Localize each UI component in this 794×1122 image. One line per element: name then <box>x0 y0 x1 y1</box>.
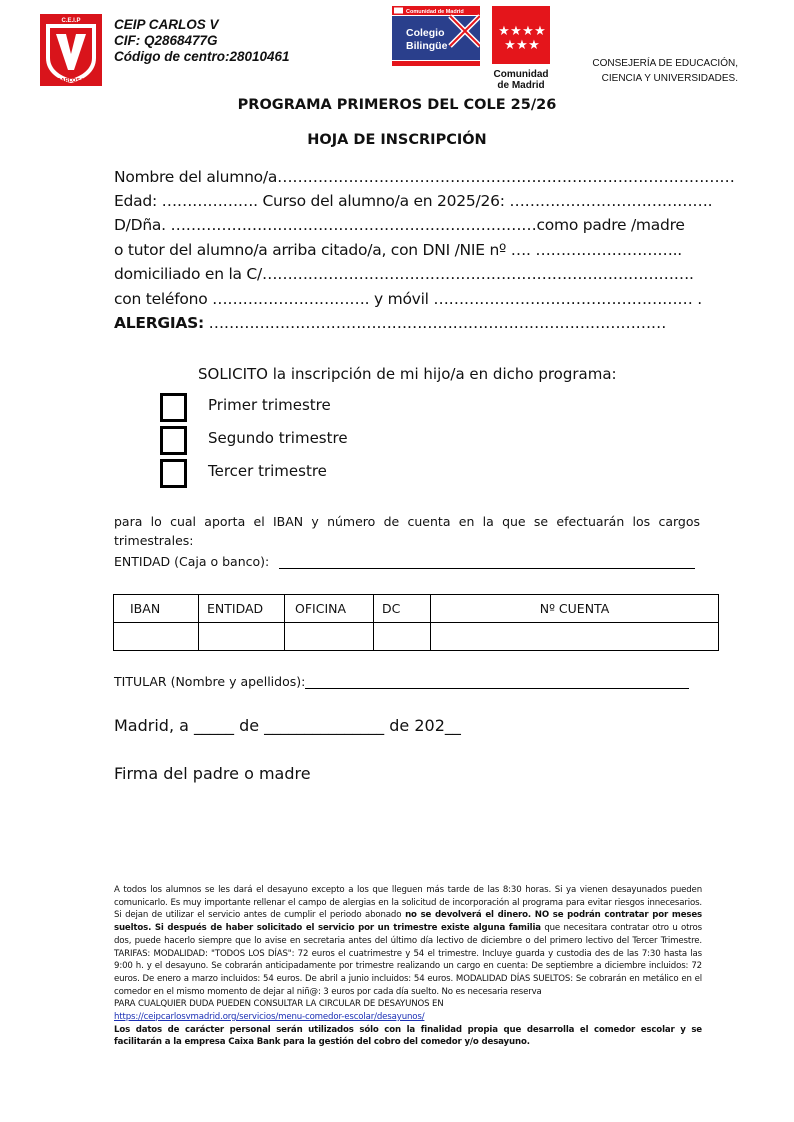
dc-cell[interactable] <box>374 623 431 651</box>
checkbox-third-term[interactable] <box>160 459 187 488</box>
school-cif: CIF: Q2868477G <box>114 33 218 48</box>
colegio-bilingue-logo <box>392 6 480 66</box>
titular-underline[interactable] <box>305 674 689 689</box>
titular-field[interactable] <box>114 674 689 689</box>
cuenta-cell[interactable] <box>431 623 719 651</box>
checkbox-first-term[interactable] <box>160 393 187 422</box>
cm-label-1: Comunidad <box>493 69 549 80</box>
col-cuenta: Nº CUENTA <box>431 595 719 623</box>
place-date-line: Madrid, a _____ de _______________ de 202__ <box>114 716 461 735</box>
form-line-dni: o tutor del alumno/a arriba citado/a, con DNI /NIE nº …. ……………………….. <box>114 241 682 259</box>
entidad-label: ENTIDAD (Caja o banco): <box>114 554 270 569</box>
allergies-dots: ……………………………………………………………………………… <box>204 314 667 332</box>
footnote-text-1: A todos los alumnos se les dará el desayuno excepto a los que lleguen más tarde de las 8:30 horas. Si ya vienen desayunados pueden comunicarlo. Es muy importante rellenar el campo de alergias en la solicitud de incorporación al programa para evitar riesgos innecesarios. Si dejan de utilizar el servicio antes de cumplir el periodo abonado <box>114 885 702 921</box>
svg-text:★: ★ <box>528 38 540 53</box>
oficina-cell[interactable] <box>285 623 374 651</box>
svg-text:★: ★ <box>498 24 510 39</box>
school-name: CEIP CARLOS V <box>114 17 219 32</box>
logo-top-text: C.E.I.P <box>61 18 81 24</box>
footnote-consult: PARA CUALQUIER DUDA PUEDEN CONSULTAR LA CIRCULAR DE DESAYUNOS EN <box>114 999 444 1010</box>
table-header-row <box>114 595 719 623</box>
cm-label-2: de Madrid <box>497 80 545 90</box>
allergies-label: ALERGIAS: <box>114 314 204 332</box>
privacy-notice: Los datos de carácter personal serán utilizados sólo con la finalidad propia que desarrolla el comedor escolar y se facilitarán a la empresa Caixa Bank para la gestión del cobro del comedor y/o desayuno. <box>114 1024 702 1048</box>
entidad-cell[interactable] <box>199 623 285 651</box>
option-label: Primer trimestre <box>208 396 331 414</box>
signature-label: Firma del padre o madre <box>114 764 311 783</box>
svg-text:★: ★ <box>510 24 522 39</box>
school-center-code: Código de centro:28010461 <box>114 49 290 64</box>
sheet-title: HOJA DE INSCRIPCIÓN <box>307 132 487 148</box>
program-title: PROGRAMA PRIMEROS DEL COLE 25/26 <box>237 97 557 113</box>
col-oficina: OFICINA <box>285 595 374 623</box>
option-label: Segundo trimestre <box>208 429 348 447</box>
logo-bottom-text: CARLOS V <box>56 78 86 84</box>
form-line-phone: con teléfono …………………………. y móvil …………………………………………… . <box>114 290 702 308</box>
consejeria-line-1: CONSEJERÍA DE EDUCACIÓN, <box>592 58 738 69</box>
iban-cell[interactable] <box>114 623 199 651</box>
form-line-parent: D/Dña. ………………………………………………………………como padre /madre <box>114 216 685 234</box>
form-line-name: Nombre del alumno/a……………………………………………………………………………… <box>114 168 735 186</box>
bilingue-label-2: Bilingüe <box>406 40 448 52</box>
table-input-row <box>114 623 719 651</box>
col-entidad: ENTIDAD <box>199 595 285 623</box>
form-line-age-course: Edad: ………………. Curso del alumno/a en 2025/26: …………………………………. <box>114 192 713 210</box>
form-line-allergies <box>114 314 666 332</box>
svg-text:★: ★ <box>534 24 546 39</box>
form-line-address: domiciliado en la C/…………………………………………………………………………. <box>114 265 694 283</box>
consejeria-label <box>560 56 738 86</box>
checkbox-second-term[interactable] <box>160 426 187 455</box>
bilingue-label-1: Colegio <box>406 27 445 39</box>
entidad-underline[interactable] <box>279 554 695 569</box>
comunidad-madrid-logo <box>492 6 550 90</box>
consejeria-line-2: CIENCIA Y UNIVERSIDADES. <box>601 73 738 84</box>
footnote-text-2: que necesitara contratar otro u otros dos, puede hacerlo siempre que lo avise en secretaria antes del último día lectivo de diciembre o del primero lectivo del Tercer Trimestre. TARIFAS: MODALIDAD: "TODOS LOS DÍAS": 72 euros el cuatrimestre y 54 el trimestre. Incluye guarda y custodia des de las 7:30 hasta las 9:00 h. y el desayuno. Se cobrarán anticipadamente por trimestre realizando un cargo en cuenta: De septiembre a diciembre incluidos: 72 euros. De enero a marzo incluidos: 54 euros. De abril a junio incluidos: 54 euros. MODALIDAD DÍAS SUELTOS: Se cobrarán en metálico en el comedor en el mismo momento de dejar al niñ@: 3 euros por cada día suelto. No es necesaria reserva <box>114 923 702 997</box>
titular-label: TITULAR (Nombre y apellidos): <box>114 674 306 689</box>
desayunos-link[interactable]: https://ceipcarlosvmadrid.org/servicios/menu-comedor-escolar/desayunos/ <box>114 1012 425 1023</box>
footnote-bold-1: no se devolverá el dinero. NO se podrán contratar por meses sueltos. Si después de haber solicitado el servicio por un trimestre existe alguna familia <box>114 910 702 934</box>
request-text: SOLICITO la inscripción de mi hijo/a en dicho programa: <box>198 365 617 383</box>
bank-account-table <box>113 594 719 651</box>
school-info <box>114 17 290 65</box>
option-label: Tercer trimestre <box>208 462 327 480</box>
bank-intro: para lo cual aporta el IBAN y número de cuenta en la que se efectuarán los cargos trimestrales: <box>114 514 700 548</box>
col-iban: IBAN <box>114 595 199 623</box>
entidad-field[interactable] <box>114 554 695 569</box>
svg-text:★: ★ <box>504 38 516 53</box>
col-dc: DC <box>374 595 431 623</box>
bilingue-top-text: Comunidad de Madrid <box>406 9 464 15</box>
footnote <box>114 884 702 1049</box>
ceip-carlos-v-logo <box>40 14 102 86</box>
svg-text:★: ★ <box>522 24 534 39</box>
svg-text:★: ★ <box>516 38 528 53</box>
